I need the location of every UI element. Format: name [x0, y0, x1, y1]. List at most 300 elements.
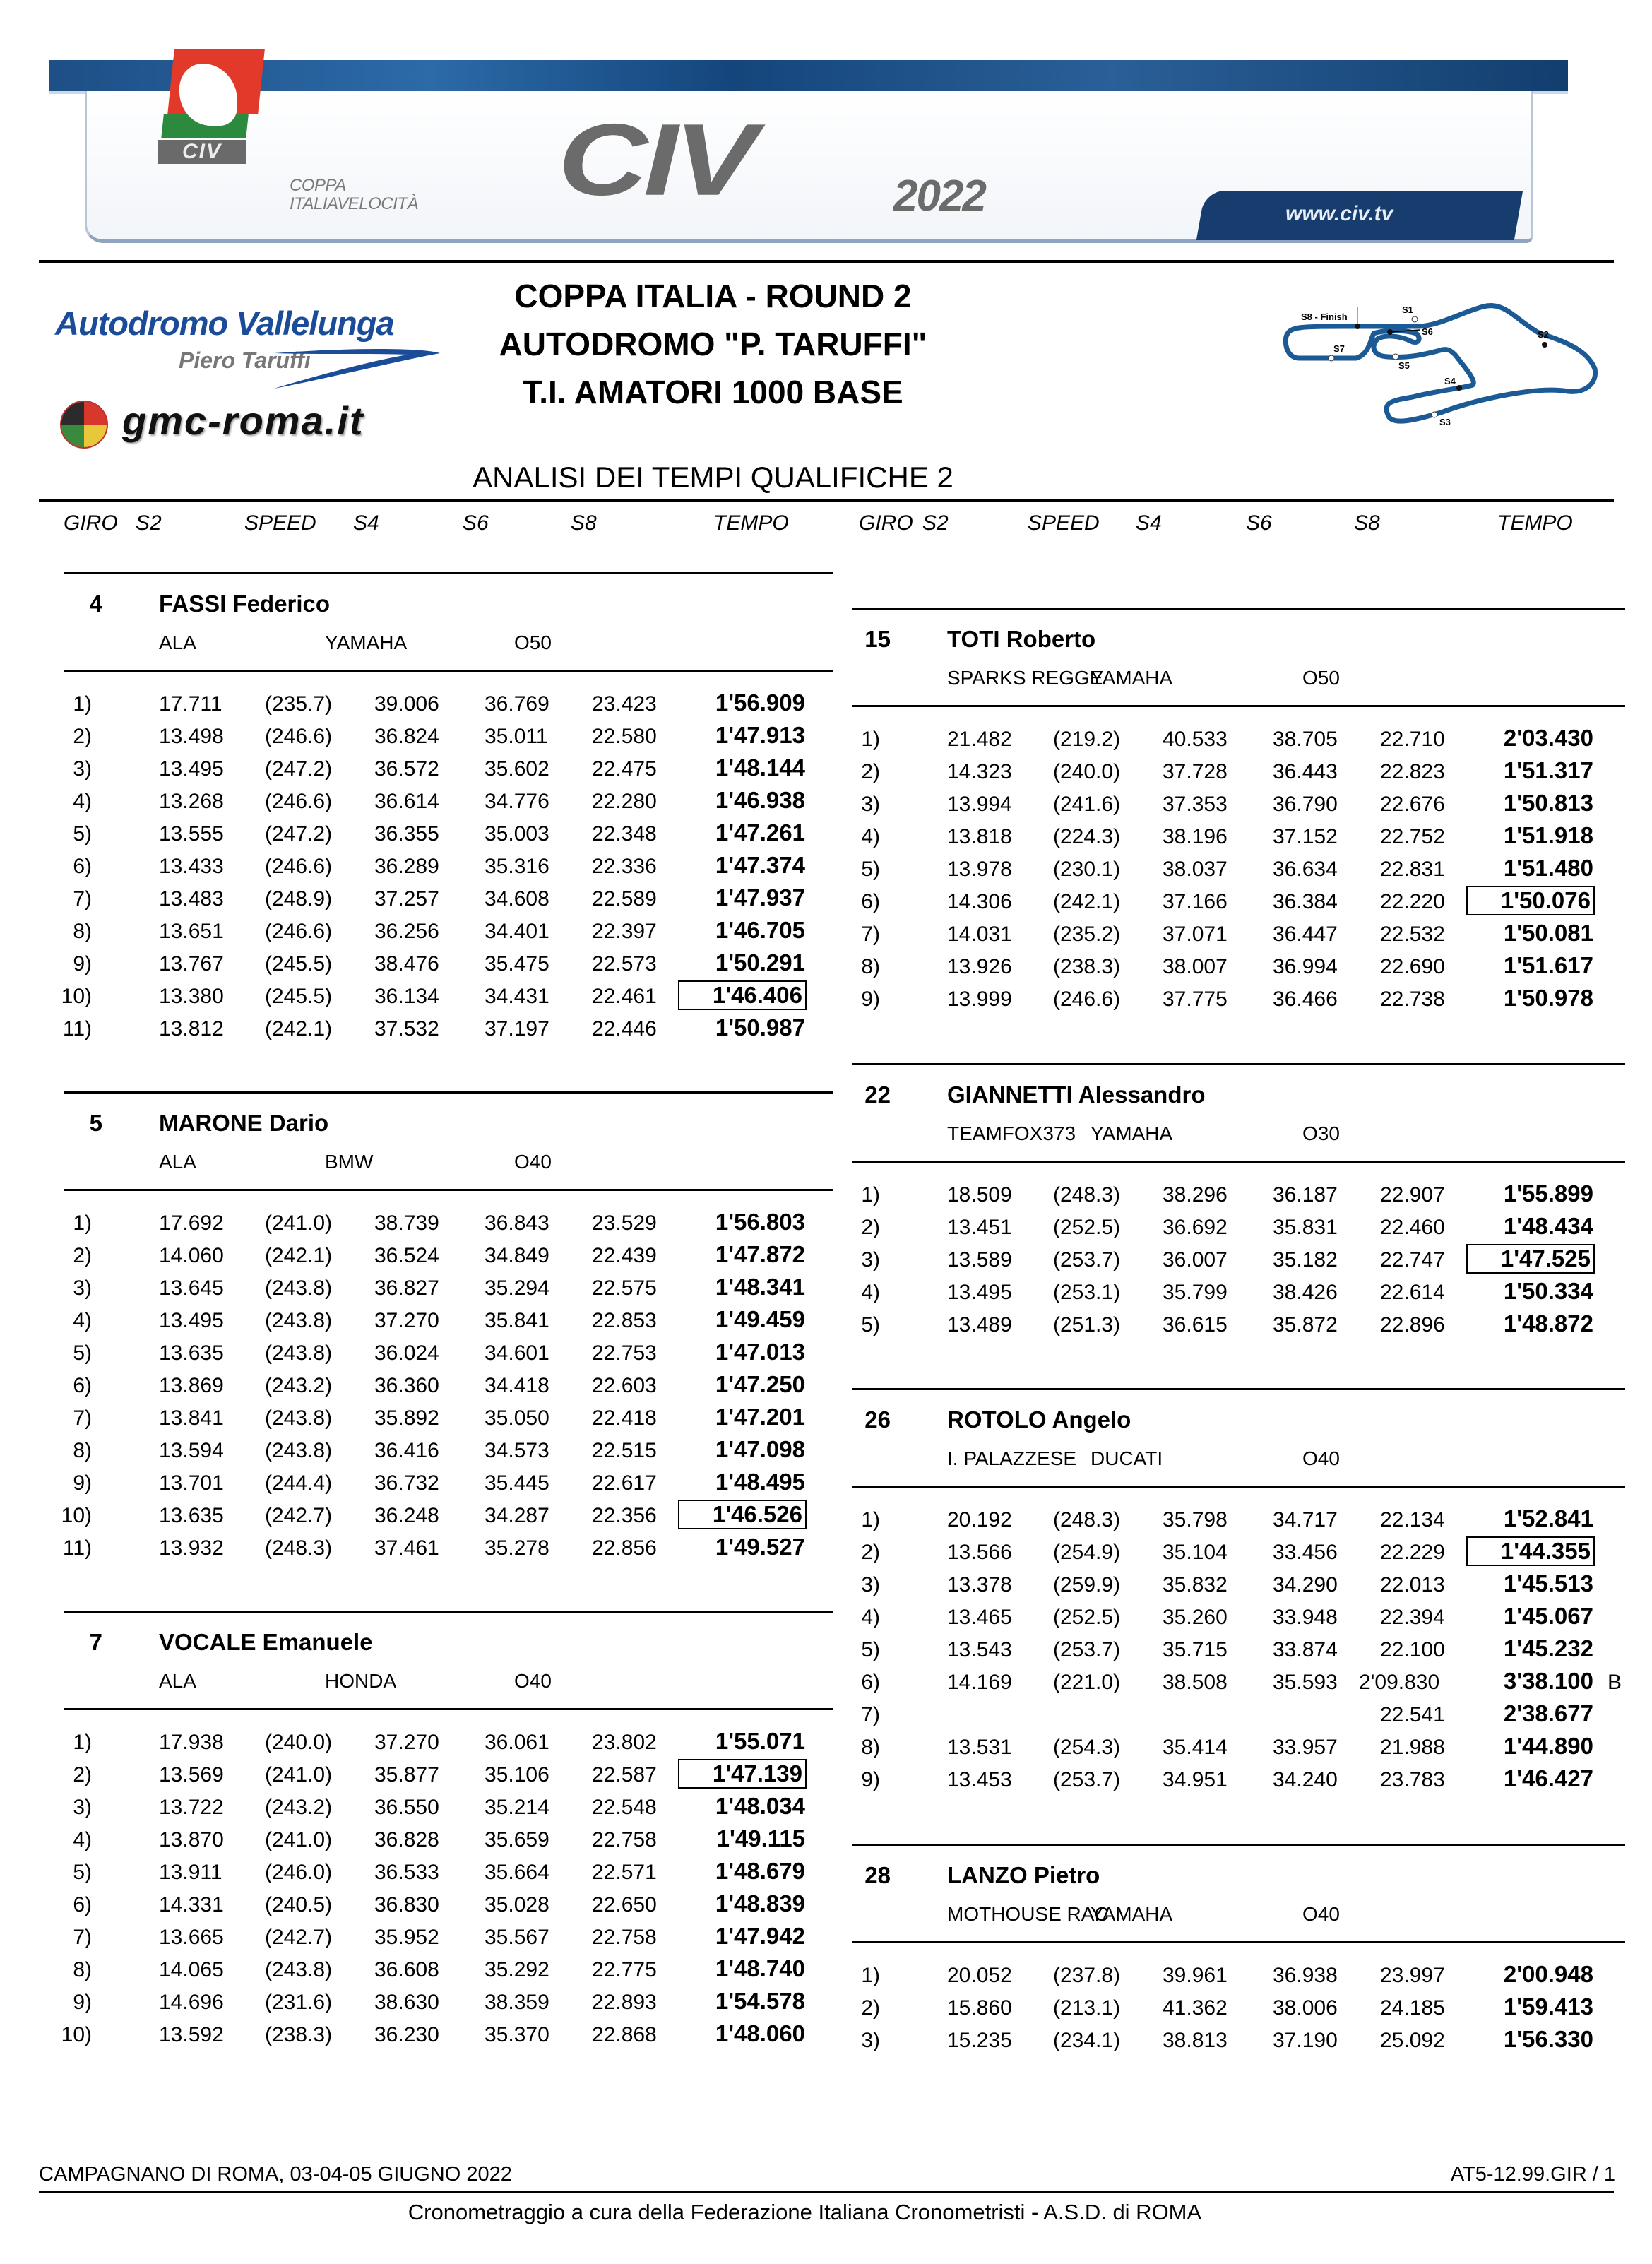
sector-s4: 37.728 — [1163, 760, 1228, 783]
lap-time: 1'56.803 — [715, 1209, 805, 1235]
lap-number: 2) — [861, 1216, 880, 1239]
lap-time: 1'44.890 — [1503, 1733, 1593, 1759]
lap-time: 1'51.918 — [1503, 822, 1593, 848]
track-outline — [1285, 306, 1595, 422]
lap-row — [62, 1014, 833, 1050]
rider-number: 26 — [864, 1406, 891, 1433]
rider-number: 7 — [89, 1629, 102, 1655]
col-s4: S4 — [353, 511, 379, 535]
speed-trap: (240.0) — [1053, 760, 1121, 783]
lap-time: 1'50.081 — [1503, 920, 1593, 946]
speed-trap: (242.1) — [265, 1244, 333, 1267]
speed-trap: (252.5) — [1053, 1216, 1121, 1239]
lap-row — [852, 1213, 1625, 1248]
col-s4: S4 — [1136, 511, 1162, 535]
sector-s2: 13.812 — [159, 1017, 224, 1041]
sector-s2: 17.711 — [159, 692, 222, 716]
lap-number: 1) — [861, 1508, 880, 1531]
sector-s2: 13.531 — [947, 1736, 1012, 1759]
sector-s4: 38.007 — [1163, 955, 1228, 978]
speed-trap: (244.4) — [265, 1471, 333, 1495]
speed-trap: (259.9) — [1053, 1573, 1121, 1596]
lap-time: 1'50.813 — [1503, 790, 1593, 816]
lap-row — [852, 1180, 1625, 1216]
lap-row — [64, 1406, 833, 1439]
sector-s6: 34.717 — [1273, 1508, 1338, 1531]
rider-name: GIANNETTI Alessandro — [947, 1081, 1206, 1108]
lap-row — [852, 855, 1625, 890]
rider-bottom-rule — [852, 1941, 1625, 1943]
sector-s8: 22.336 — [592, 855, 657, 878]
label-s4: S4 — [1444, 376, 1456, 386]
rider-class: O30 — [1302, 1122, 1340, 1144]
sector-s8: 22.856 — [592, 1536, 657, 1560]
rider-team: MOTHOUSE RAC — [947, 1903, 1109, 1925]
lap-number: 1) — [73, 1731, 92, 1754]
sector-s8: 22.134 — [1380, 1508, 1445, 1531]
speed-trap: (243.8) — [265, 1341, 333, 1365]
sector-s2: 13.569 — [159, 1763, 224, 1786]
sector-s8: 22.893 — [592, 1991, 657, 2014]
sector-s4: 36.732 — [374, 1471, 439, 1495]
sector-s2: 13.451 — [947, 1216, 1012, 1239]
rider-bottom-rule — [64, 1189, 833, 1191]
sector-s6: 37.152 — [1273, 825, 1338, 848]
lap-time: 1'51.480 — [1503, 855, 1593, 881]
speed-trap: (251.3) — [1053, 1313, 1121, 1337]
lap-number: 1) — [73, 1211, 92, 1235]
lap-row — [64, 1760, 833, 1796]
sector-s6: 34.608 — [485, 887, 549, 911]
speed-trap: (240.0) — [265, 1731, 333, 1754]
speed-trap: (253.7) — [1053, 1768, 1121, 1791]
speed-trap: (252.5) — [1053, 1606, 1121, 1629]
sector-s6: 35.593 — [1273, 1671, 1338, 1694]
sector-s2: 13.635 — [159, 1504, 224, 1527]
sector-s2: 20.192 — [947, 1508, 1012, 1531]
speed-trap: (240.5) — [265, 1893, 333, 1916]
footer-doc-code: AT5-12.99.GIR / 1 — [1450, 2163, 1615, 2186]
sector-s2: 13.994 — [947, 793, 1012, 816]
sector-s8: 23.783 — [1380, 1768, 1445, 1791]
lap-row — [64, 787, 833, 822]
lap-time: 1'51.317 — [1503, 757, 1593, 783]
lap-row — [852, 2026, 1625, 2061]
lap-time: 1'45.067 — [1503, 1603, 1593, 1629]
rider-team: ALA — [159, 632, 196, 653]
speed-trap: (247.2) — [265, 822, 333, 846]
gmc-logo-text: gmc-roma.it — [122, 398, 364, 443]
sector-s4: 39.961 — [1163, 1964, 1228, 1987]
sector-s2: 14.306 — [947, 890, 1012, 913]
sector-s8: 22.280 — [592, 790, 657, 813]
sector-s6: 35.292 — [485, 1958, 549, 1981]
civ-title-logo: CIV — [558, 103, 753, 217]
sector-s6: 36.634 — [1273, 858, 1338, 881]
sector-s4: 36.007 — [1163, 1248, 1228, 1272]
lap-number: 8) — [861, 955, 880, 978]
sector-s8: 22.460 — [1380, 1216, 1445, 1239]
rider-bottom-rule — [852, 1161, 1625, 1163]
lap-row — [64, 949, 833, 985]
sector-s8: 22.831 — [1380, 858, 1445, 881]
lap-row — [64, 917, 833, 952]
lap-time: 1'48.144 — [715, 754, 805, 781]
lap-row — [64, 1341, 833, 1374]
col-s6: S6 — [1246, 511, 1272, 535]
sector-s8: 22.394 — [1380, 1606, 1445, 1629]
lap-row — [852, 985, 1625, 1020]
sector-s4: 34.951 — [1163, 1768, 1228, 1791]
circuit-subname: Piero Taruffi — [179, 348, 311, 373]
lap-time: 2'03.430 — [1503, 725, 1593, 751]
sector-s6: 35.831 — [1273, 1216, 1338, 1239]
speed-trap: (241.6) — [1053, 793, 1121, 816]
lap-time: 1'48.740 — [715, 1955, 805, 1981]
rider-number: 28 — [864, 1862, 891, 1888]
lap-row — [61, 2020, 833, 2056]
sector-s4: 40.533 — [1163, 728, 1228, 751]
lap-number: 6) — [73, 1374, 92, 1397]
rider-bike: BMW — [325, 1151, 374, 1173]
lap-number: 4) — [861, 825, 880, 848]
speed-trap: (243.8) — [265, 1406, 333, 1430]
lap-number: 10) — [61, 985, 92, 1008]
lap-time: 3'38.100 — [1503, 1668, 1593, 1694]
lap-number: 9) — [861, 1768, 880, 1791]
lap-time: 1'48.679 — [715, 1858, 805, 1884]
rider-team: I. PALAZZESE — [947, 1447, 1077, 1469]
sector-s8: 22.532 — [1380, 923, 1445, 946]
lap-time: 1'55.899 — [1503, 1180, 1593, 1207]
rider-top-rule — [852, 1844, 1625, 1846]
sector-s2: 13.543 — [947, 1638, 1012, 1661]
speed-trap: (248.3) — [1053, 1183, 1121, 1207]
sector-s8: 22.013 — [1380, 1573, 1445, 1596]
rider-bike: YAMAHA — [325, 632, 408, 653]
sector-s2: 15.235 — [947, 2029, 1012, 2052]
best-lap-time: 1'47.139 — [679, 1760, 805, 1787]
sector-s4: 36.134 — [374, 985, 439, 1008]
lap-time: 1'50.291 — [715, 949, 805, 976]
sector-s4: 38.630 — [374, 1991, 439, 2014]
speed-trap: (246.0) — [265, 1861, 333, 1884]
sector-s6: 35.182 — [1273, 1248, 1338, 1272]
best-lap-time: 1'44.355 — [1468, 1538, 1593, 1565]
lap-time: 1'48.341 — [715, 1274, 805, 1300]
speed-trap: (246.6) — [265, 790, 333, 813]
speed-trap: (248.3) — [265, 1536, 333, 1560]
sector-s2: 13.566 — [947, 1541, 1012, 1564]
sector-s4: 36.230 — [374, 2023, 439, 2046]
lap-row — [64, 1306, 833, 1341]
lap-row — [852, 1505, 1625, 1541]
rider-top-rule — [64, 1611, 833, 1613]
sector-s2: 13.555 — [159, 822, 224, 846]
lap-number: 5) — [73, 822, 92, 846]
sector-s8: 23.423 — [592, 692, 657, 716]
sector-s8: 2'09.830 — [1359, 1671, 1440, 1694]
sector-s4: 36.824 — [374, 725, 439, 748]
lap-time: 1'56.330 — [1503, 2026, 1593, 2052]
civ-year: 2022 — [893, 172, 985, 220]
sector-s6: 35.028 — [485, 1893, 549, 1916]
sector-s4: 38.296 — [1163, 1183, 1228, 1207]
rider-top-rule — [852, 1063, 1625, 1065]
speed-trap: (253.1) — [1053, 1281, 1121, 1304]
footer-credit: Cronometraggio a cura della Federazione Italiana Cronometristi - A.S.D. di ROMA — [408, 2200, 1202, 2224]
label-s8-finish: S8 - Finish — [1301, 312, 1348, 322]
banner-top-bar — [49, 60, 1568, 94]
sector-s4: 36.248 — [374, 1504, 439, 1527]
label-s1: S1 — [1402, 304, 1413, 315]
speed-trap: (219.2) — [1053, 728, 1121, 751]
rider-number: 15 — [864, 626, 891, 652]
lap-row — [64, 1728, 833, 1763]
speed-trap: (246.6) — [265, 725, 333, 748]
event-title: COPPA ITALIA - ROUND 2 — [514, 278, 912, 314]
lap-number: 2) — [861, 760, 880, 783]
lap-row — [64, 1436, 833, 1471]
sector-s6: 35.567 — [485, 1926, 549, 1949]
lap-row — [852, 1570, 1625, 1606]
sector-s6: 34.290 — [1273, 1573, 1338, 1596]
lap-row — [852, 1668, 1625, 1703]
speed-trap: (238.3) — [1053, 955, 1121, 978]
sector-s4: 36.572 — [374, 757, 439, 781]
sector-s4: 41.362 — [1163, 1996, 1228, 2020]
logo-text-line2: ITALIAVELOCITÀ — [290, 194, 418, 213]
sector-s4: 38.739 — [374, 1211, 439, 1235]
lap-number: 2) — [73, 725, 92, 748]
sector-s2: 13.268 — [159, 790, 224, 813]
lap-row — [852, 1603, 1625, 1638]
rider-name: MARONE Dario — [159, 1110, 329, 1136]
lap-row — [852, 725, 1625, 760]
col-tempo: TEMPO — [1497, 511, 1573, 535]
speed-trap: (248.9) — [265, 887, 333, 911]
sector-s4: 36.615 — [1163, 1313, 1228, 1337]
sector-s6: 38.426 — [1273, 1281, 1338, 1304]
lap-time: 1'48.872 — [1503, 1310, 1593, 1337]
sector-s6: 34.601 — [485, 1341, 549, 1365]
lap-number: 2) — [861, 1996, 880, 2020]
lap-number: 3) — [73, 757, 92, 781]
sector-s4: 35.952 — [374, 1926, 439, 1949]
rider-team: SPARKS REGGE — [947, 667, 1103, 689]
lap-time: 1'55.071 — [715, 1728, 805, 1754]
rider-bike: YAMAHA — [1091, 667, 1173, 689]
rider-bottom-rule — [64, 1708, 833, 1710]
lap-row — [64, 754, 833, 790]
sector-s4: 35.260 — [1163, 1606, 1228, 1629]
sector-s2: 13.869 — [159, 1374, 224, 1397]
rider-number: 5 — [89, 1110, 102, 1136]
speed-trap: (241.0) — [265, 1763, 333, 1786]
lap-row — [64, 1241, 833, 1276]
rider-team: TEAMFOX373 — [947, 1122, 1076, 1144]
sector-s8: 22.587 — [592, 1763, 657, 1786]
lap-number: 4) — [861, 1606, 880, 1629]
sector-s4: 35.104 — [1163, 1541, 1228, 1564]
rider-bike: DUCATI — [1091, 1447, 1163, 1469]
lap-row — [852, 757, 1625, 793]
lap-time: 1'52.841 — [1503, 1505, 1593, 1531]
sector-s6: 35.602 — [485, 757, 549, 781]
sector-s8: 22.752 — [1380, 825, 1445, 848]
footer-divider — [39, 2191, 1614, 2193]
sector-s8: 22.515 — [592, 1439, 657, 1462]
lap-number: 5) — [861, 1638, 880, 1661]
sector-s8: 22.614 — [1380, 1281, 1445, 1304]
sector-s8: 22.580 — [592, 725, 657, 748]
col-giro: GIRO — [859, 511, 913, 535]
sector-s2: 13.495 — [159, 1309, 224, 1332]
sector-s8: 22.589 — [592, 887, 657, 911]
speed-trap: (243.8) — [265, 1958, 333, 1981]
lap-time: 1'51.617 — [1503, 952, 1593, 978]
speed-trap: (241.0) — [265, 1828, 333, 1851]
sector-s6: 34.849 — [485, 1244, 549, 1267]
col-speed: SPEED — [1028, 511, 1100, 535]
sector-s2: 13.701 — [159, 1471, 224, 1495]
lap-time: 1'45.232 — [1503, 1635, 1593, 1661]
sector-s6: 36.061 — [485, 1731, 549, 1754]
lap-number: 9) — [73, 952, 92, 976]
lap-row — [852, 1765, 1625, 1801]
lap-time: 1'49.459 — [715, 1306, 805, 1332]
lap-number: 7) — [861, 1703, 880, 1726]
lap-row — [61, 982, 833, 1017]
sector-s6: 34.418 — [485, 1374, 549, 1397]
sector-s4: 38.813 — [1163, 2029, 1228, 2052]
civ-website-link[interactable]: www.civ.tv — [1285, 202, 1393, 225]
speed-trap: (253.7) — [1053, 1248, 1121, 1272]
sector-s2: 14.065 — [159, 1958, 224, 1981]
sector-s8: 22.738 — [1380, 988, 1445, 1011]
sector-s4: 36.827 — [374, 1276, 439, 1300]
speed-trap: (246.6) — [1053, 988, 1121, 1011]
sector-s8: 22.571 — [592, 1861, 657, 1884]
sector-s6: 35.214 — [485, 1796, 549, 1819]
sector-s4: 39.006 — [374, 692, 439, 716]
label-s3: S3 — [1439, 417, 1451, 427]
lap-time: 1'49.115 — [716, 1825, 805, 1851]
lap-time: 2'00.948 — [1503, 1961, 1593, 1987]
lap-number: 4) — [73, 1828, 92, 1851]
sector-s2: 13.926 — [947, 955, 1012, 978]
sector-s6: 35.841 — [485, 1309, 549, 1332]
lap-time: 1'47.942 — [715, 1923, 805, 1949]
lap-time: 1'46.938 — [715, 787, 805, 813]
lap-row — [64, 1793, 833, 1828]
rider-bottom-rule — [64, 670, 833, 672]
lap-row — [852, 790, 1625, 825]
sector-s4: 36.550 — [374, 1796, 439, 1819]
lap-number: 1) — [73, 692, 92, 716]
coppa-italia-logo-text — [290, 177, 418, 213]
lap-row — [64, 884, 833, 920]
sector-s2: 13.495 — [947, 1281, 1012, 1304]
sector-s6: 35.294 — [485, 1276, 549, 1300]
sector-s8: 25.092 — [1380, 2029, 1445, 2052]
lap-number: 9) — [73, 1991, 92, 2014]
sector-s2: 13.453 — [947, 1768, 1012, 1791]
lap-time: 1'50.334 — [1503, 1278, 1593, 1304]
lap-number: 9) — [861, 988, 880, 1011]
lap-row — [64, 722, 833, 757]
lap-number: 11) — [62, 1536, 92, 1560]
speed-trap: (254.9) — [1053, 1541, 1121, 1564]
sector-s4: 37.270 — [374, 1309, 439, 1332]
col-tempo: TEMPO — [713, 511, 789, 535]
sector-s6: 35.475 — [485, 952, 549, 976]
lap-time: 1'47.201 — [715, 1404, 805, 1430]
label-s7: S7 — [1333, 343, 1345, 354]
speed-trap: (245.5) — [265, 952, 333, 976]
sector-s2: 13.651 — [159, 920, 224, 943]
speed-trap: (247.2) — [265, 757, 333, 781]
rider-class: O50 — [514, 632, 552, 653]
lap-number: 6) — [861, 1671, 880, 1694]
sector-s4: 35.877 — [374, 1763, 439, 1786]
lap-time: 1'47.013 — [715, 1339, 805, 1365]
rider-class: O40 — [1302, 1447, 1340, 1469]
sector-s4: 37.461 — [374, 1536, 439, 1560]
sector-s4: 38.196 — [1163, 825, 1228, 848]
lap-time: 1'48.060 — [715, 2020, 805, 2046]
sector-s8: 22.747 — [1380, 1248, 1445, 1272]
rider-bike: YAMAHA — [1091, 1122, 1173, 1144]
lap-row — [64, 1825, 833, 1861]
lap-row — [852, 1700, 1625, 1736]
col-s8: S8 — [571, 511, 597, 535]
lap-number: 3) — [73, 1276, 92, 1300]
sector-s2: 14.323 — [947, 760, 1012, 783]
sector-s6: 35.050 — [485, 1406, 549, 1430]
circuit-title: AUTODROMO "P. TARUFFI" — [499, 326, 927, 362]
rider-name: ROTOLO Angelo — [947, 1406, 1131, 1433]
sector-s2: 21.482 — [947, 728, 1012, 751]
sector-s6: 36.994 — [1273, 955, 1338, 978]
lap-number: 3) — [861, 2029, 880, 2052]
sector-s6: 34.240 — [1273, 1768, 1338, 1791]
sector-s4: 36.360 — [374, 1374, 439, 1397]
lap-number: 7) — [73, 1926, 92, 1949]
rider-bike: YAMAHA — [1091, 1903, 1173, 1925]
sector-s6: 36.769 — [485, 692, 549, 716]
sector-s6: 35.370 — [485, 2023, 549, 2046]
sector-s2: 13.932 — [159, 1536, 224, 1560]
speed-trap: (253.7) — [1053, 1638, 1121, 1661]
lap-row — [64, 1276, 833, 1309]
lap-time: 1'48.839 — [715, 1890, 805, 1916]
lap-row — [64, 1371, 833, 1406]
rider-class: O50 — [1302, 667, 1340, 689]
lap-time: 1'48.495 — [715, 1469, 805, 1495]
rider-name: LANZO Pietro — [947, 1862, 1100, 1888]
coppa-italia-logo-icon — [157, 49, 263, 166]
lap-row — [64, 1471, 833, 1504]
speed-trap: (235.2) — [1053, 923, 1121, 946]
sector-s4: 35.892 — [374, 1406, 439, 1430]
rider-top-rule — [64, 572, 833, 574]
lap-number: 1) — [861, 728, 880, 751]
sector-s6: 35.316 — [485, 855, 549, 878]
speed-trap: (248.3) — [1053, 1508, 1121, 1531]
sector-s2: 13.978 — [947, 858, 1012, 881]
lap-number: 3) — [861, 793, 880, 816]
